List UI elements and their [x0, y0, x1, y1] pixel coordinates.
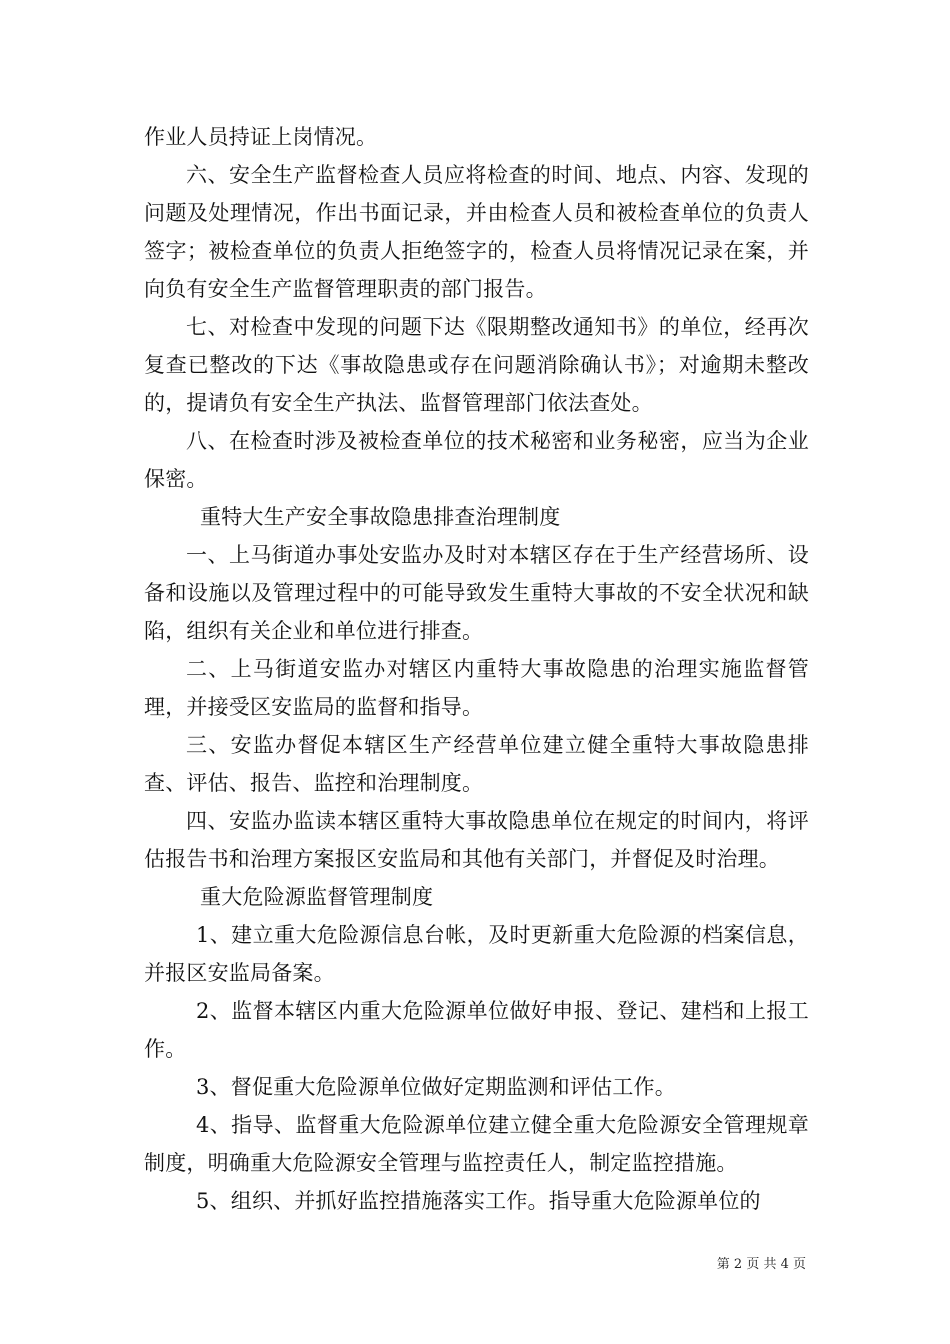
paragraph-item-7: 七、对检查中发现的问题下达《限期整改通知书》的单位，经再次复查已整改的下达《事故隐患或存在问题消除确认书》；对逾期未整改的，提请负有安全生产执法、监督管理部门依法查处。 [144, 315, 809, 415]
section-heading-major-hazard: 重大危险源监督管理制度 [200, 885, 434, 909]
paragraph-numbered-4: 4、指导、监督重大危险源单位建立健全重大危险源安全管理规章制度，明确重大危险源安全管理与监控责任人，制定监控措施。 [144, 1113, 809, 1175]
paragraph-continuation: 作业人员持证上岗情况。 [144, 125, 378, 149]
paragraph-item-2: 二、上马街道安监办对辖区内重特大事故隐患的治理实施监督管理，并接受区安监局的监督和指导。 [144, 657, 809, 719]
paragraph-numbered-3: 3、督促重大危险源单位做好定期监测和评估工作。 [196, 1075, 676, 1099]
document-body [144, 118, 809, 1220]
paragraph-numbered-1: 1、建立重大危险源信息台帐，及时更新重大危险源的档案信息，并报区安监局备案。 [144, 923, 809, 985]
paragraph-numbered-2: 2、监督本辖区内重大危险源单位做好申报、登记、建档和上报工作。 [144, 999, 809, 1061]
paragraph-item-1: 一、上马街道办事处安监办及时对本辖区存在于生产经营场所、设备和设施以及管理过程中的可能导致发生重特大事故的不安全状况和缺陷，组织有关企业和单位进行排查。 [144, 543, 809, 643]
paragraph-item-6: 六、安全生产监督检查人员应将检查的时间、地点、内容、发现的问题及处理情况，作出书面记录，并由检查人员和被检查单位的负责人签字；被检查单位的负责人拒绝签字的，检查人员将情况记录在案，并向负有安全生产监督管理职责的部门报告。 [144, 163, 809, 301]
section-heading-hazard-inspection: 重特大生产安全事故隐患排查治理制度 [200, 505, 561, 529]
paragraph-numbered-5: 5、组织、并抓好监控措施落实工作。指导重大危险源单位的 [196, 1189, 761, 1213]
page-number-footer: 第 2 页 共 4 页 [716, 1257, 806, 1272]
paragraph-item-3: 三、安监办督促本辖区生产经营单位建立健全重特大事故隐患排查、评估、报告、监控和治理制度。 [144, 733, 809, 795]
paragraph-item-8: 八、在检查时涉及被检查单位的技术秘密和业务秘密，应当为企业保密。 [144, 429, 809, 491]
paragraph-item-4: 四、安监办监读本辖区重特大事故隐患单位在规定的时间内，将评估报告书和治理方案报区安监局和其他有关部门，并督促及时治理。 [144, 809, 809, 871]
